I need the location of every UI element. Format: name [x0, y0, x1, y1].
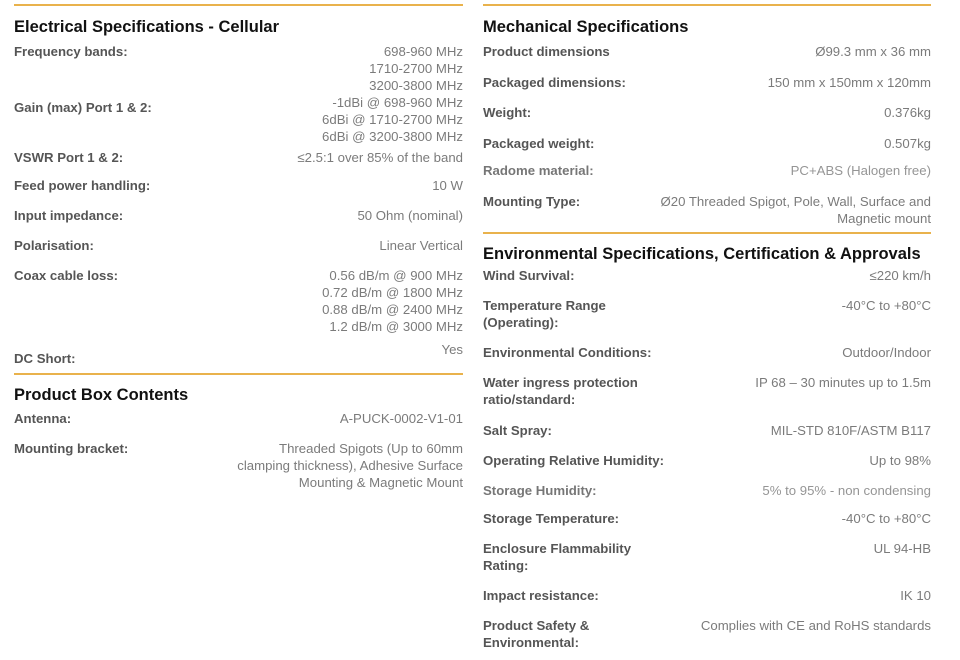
- spec-value: Linear Vertical: [379, 238, 463, 253]
- spec-value: 0.507kg: [884, 136, 931, 151]
- spec-row-wind-survival: [483, 267, 931, 284]
- spec-label: Salt Spray:: [483, 423, 552, 438]
- spec-value: 50 Ohm (nominal): [357, 208, 463, 223]
- spec-row-weight: [483, 104, 931, 121]
- spec-value: MIL-STD 810F/ASTM B117: [770, 423, 931, 438]
- spec-value: Threaded Spigots (Up to 60mm clamping thickness), Adhesive Surface Mounting & Magnetic Mount: [237, 441, 463, 490]
- spec-value: Up to 98%: [869, 453, 931, 468]
- spec-label: Polarisation:: [14, 238, 94, 253]
- spec-label: Operating Relative Humidity:: [483, 453, 664, 468]
- spec-row-packaged-weight: [483, 135, 931, 152]
- mechanical-section-title: Mechanical Specifications: [483, 18, 689, 36]
- spec-value: 0.376kg: [884, 105, 931, 120]
- spec-row-operating-humidity: [483, 452, 931, 469]
- spec-value: ≤2.5:1 over 85% of the band: [297, 150, 463, 165]
- spec-label: Feed power handling:: [14, 178, 151, 193]
- spec-value: -1dBi @ 698-960 MHz 6dBi @ 1710-2700 MHz 6dBi @ 3200-3800 MHz: [322, 95, 463, 144]
- spec-row-product-dimensions: [483, 43, 931, 60]
- spec-label: Storage Temperature:: [483, 511, 620, 526]
- spec-value: A-PUCK-0002-V1-01: [339, 411, 463, 426]
- spec-value: ≤220 km/h: [869, 268, 931, 283]
- spec-label: Input impedance:: [14, 208, 124, 223]
- spec-label: Mounting Type:: [483, 194, 581, 209]
- spec-value: PC+ABS (Halogen free): [790, 163, 931, 178]
- spec-label: Gain (max) Port 1 & 2:: [14, 100, 152, 115]
- environmental-section-title: Environmental Specifications, Certification & Approvals: [483, 245, 921, 263]
- spec-value: Ø20 Threaded Spigot, Pole, Wall, Surface and Magnetic mount: [660, 194, 931, 226]
- spec-value: 0.56 dB/m @ 900 MHz 0.72 dB/m @ 1800 MHz 0.88 dB/m @ 2400 MHz 1.2 dB/m @ 3000 MHz: [322, 268, 463, 334]
- spec-row-mounting-type: [483, 193, 931, 227]
- spec-value: Complies with CE and RoHS standards: [700, 618, 931, 633]
- spec-label: Frequency bands:: [14, 44, 128, 59]
- spec-value: -40°C to +80°C: [841, 511, 931, 526]
- spec-row-radome-material: [483, 162, 931, 179]
- spec-row-water-ingress: [483, 374, 931, 408]
- spec-label: Wind Survival:: [483, 268, 575, 283]
- spec-value: IK 10: [900, 588, 931, 603]
- section-divider: [483, 232, 931, 234]
- spec-value: 150 mm x 150mm x 120mm: [767, 75, 931, 90]
- spec-row-impact-resistance: [483, 587, 931, 604]
- box-contents-section-title: Product Box Contents: [14, 386, 189, 404]
- section-divider: [14, 373, 463, 375]
- spec-row-polarisation: [14, 237, 463, 254]
- spec-row-temperature-range: [483, 297, 931, 331]
- spec-label: Enclosure Flammability Rating:: [483, 541, 632, 573]
- spec-label: Packaged weight:: [483, 136, 595, 151]
- spec-label: Coax cable loss:: [14, 268, 119, 283]
- spec-row-dc-short: [14, 341, 463, 367]
- spec-label: Weight:: [483, 105, 532, 120]
- spec-value: 698-960 MHz 1710-2700 MHz 3200-3800 MHz: [369, 44, 463, 93]
- spec-row-mounting-bracket: [14, 440, 463, 491]
- spec-row-storage-humidity: [483, 482, 931, 499]
- spec-row-flammability: [483, 540, 931, 574]
- spec-row-packaged-dimensions: [483, 74, 931, 91]
- spec-row-impedance: [14, 207, 463, 224]
- spec-row-vswr: [14, 149, 463, 166]
- spec-label: Antenna:: [14, 411, 72, 426]
- left-column: [14, 0, 463, 491]
- spec-row-product-safety: [483, 617, 931, 651]
- spec-label: DC Short:: [14, 351, 76, 366]
- right-column: [483, 0, 931, 651]
- spec-row-salt-spray: [483, 422, 931, 439]
- spec-value: Yes: [441, 342, 463, 357]
- spec-row-frequency-bands: [14, 43, 463, 94]
- spec-value: Ø99.3 mm x 36 mm: [815, 44, 931, 59]
- spec-value: 10 W: [432, 178, 463, 193]
- spec-row-coax-loss: [14, 267, 463, 335]
- spec-row-gain: [14, 94, 463, 145]
- section-divider: [483, 4, 931, 6]
- spec-label: Temperature Range (Operating):: [483, 298, 606, 330]
- spec-row-environmental-conditions: [483, 344, 931, 361]
- spec-value: Outdoor/Indoor: [842, 345, 931, 360]
- spec-label: Water ingress protection ratio/standard:: [483, 375, 638, 407]
- spec-label: Radome material:: [483, 163, 594, 178]
- spec-value: IP 68 – 30 minutes up to 1.5m: [755, 375, 931, 390]
- spec-label: Impact resistance:: [483, 588, 599, 603]
- spec-label: Product dimensions: [483, 44, 610, 59]
- spec-label: VSWR Port 1 & 2:: [14, 150, 124, 165]
- spec-value: -40°C to +80°C: [841, 298, 931, 313]
- spec-value: 5% to 95% - non condensing: [762, 483, 931, 498]
- spec-row-storage-temperature: [483, 510, 931, 527]
- spec-row-feed-power: [14, 177, 463, 194]
- section-divider: [14, 4, 463, 6]
- spec-label: Packaged dimensions:: [483, 75, 626, 90]
- spec-label: Environmental Conditions:: [483, 345, 652, 360]
- spec-label: Product Safety & Environmental:: [483, 618, 590, 650]
- spec-label: Mounting bracket:: [14, 441, 129, 456]
- spec-row-antenna: [14, 410, 463, 427]
- electrical-section-title: Electrical Specifications - Cellular: [14, 18, 280, 36]
- spec-value: UL 94-HB: [873, 541, 931, 556]
- spec-label: Storage Humidity:: [483, 483, 597, 498]
